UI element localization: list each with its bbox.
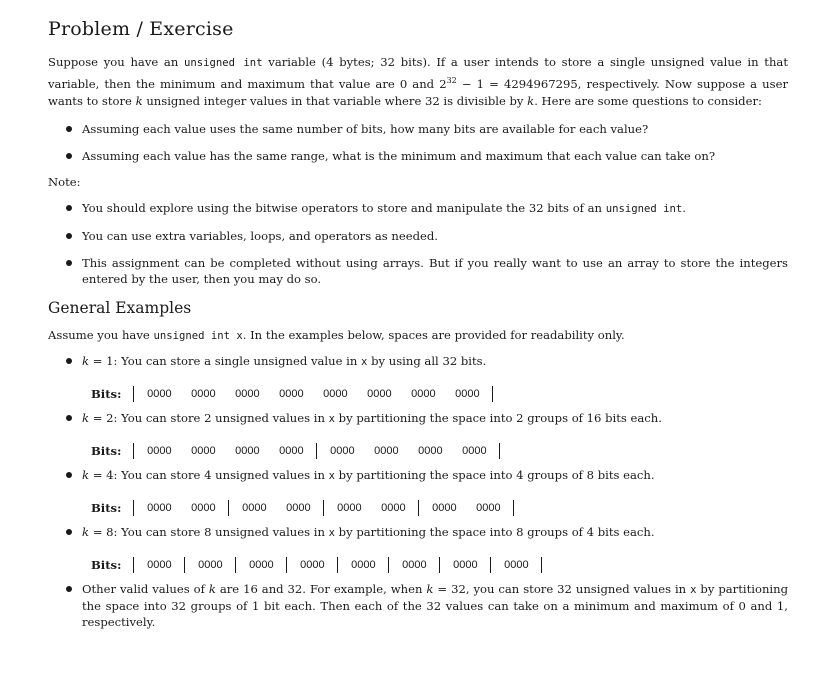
separator [499, 443, 500, 459]
separator [513, 500, 514, 516]
separator [323, 500, 324, 516]
section-title: General Examples [48, 298, 192, 317]
page-title: Problem / Exercise [48, 18, 234, 40]
examples-list [48, 410, 788, 427]
bullet-icon [66, 529, 72, 535]
question-list [48, 121, 788, 164]
bullet-icon [66, 153, 72, 159]
list-item: k = 1: You can store a single unsigned value in x by using all 32 bits. [48, 353, 788, 370]
separator [133, 386, 134, 402]
inline-code: unsigned int x [153, 329, 243, 342]
inline-code: unsigned int [605, 202, 683, 215]
intro-paragraph: Suppose you have an unsigned int variable (4 bytes; 32 bits). If a user intends to store a single unsigned value in that variable, then the minimum and maximum that value are 0 and $2^{32} - 1 = 4294967295$, respectively. Now suppose a user wants to store k unsigned integer values in that variable where 32 is divisible by k. Here are some questions to consider: [48, 55, 788, 108]
bits-row-k1: Bits: 0000 0000 0000 0000 0000 0000 0000 0000 [91, 386, 788, 402]
separator [133, 443, 134, 459]
separator [235, 557, 236, 573]
separator [492, 386, 493, 402]
bullet-icon [66, 415, 72, 421]
list-item: You should explore using the bitwise operators to store and manipulate the 32 bits of an unsigned int. [48, 200, 788, 217]
list-item: k = 2: You can store 2 unsigned values in x by partitioning the space into 2 groups of 16 bits each. [48, 410, 788, 427]
bullet-icon [66, 260, 72, 266]
separator [316, 443, 317, 459]
examples-list [48, 524, 788, 541]
separator [337, 557, 338, 573]
separator [286, 557, 287, 573]
separator [133, 500, 134, 516]
separator [388, 557, 389, 573]
separator [228, 500, 229, 516]
list-item: k = 4: You can store 4 unsigned values in x by partitioning the space into 4 groups of 8 bits each. [48, 467, 788, 484]
bullet-icon [66, 586, 72, 592]
bullet-icon [66, 233, 72, 239]
bullet-icon [66, 126, 72, 132]
examples-list [48, 581, 788, 630]
examples-intro: Assume you have unsigned int x. In the examples below, spaces are provided for readability only. [48, 327, 625, 342]
note-label: Note: [48, 174, 81, 189]
separator [541, 557, 542, 573]
bits-row-k2: Bits: 0000 0000 0000 0000 0000 0000 0000 0000 [91, 443, 788, 459]
separator [490, 557, 491, 573]
examples-list [48, 467, 788, 484]
bullet-icon [66, 358, 72, 364]
bits-row-k4: Bits: 0000 0000 0000 0000 0000 0000 0000 0000 [91, 500, 788, 516]
bullet-icon [66, 472, 72, 478]
note-list [48, 200, 788, 287]
separator [418, 500, 419, 516]
bullet-icon [66, 205, 72, 211]
separator [439, 557, 440, 573]
list-item: Assuming each value uses the same number of bits, how many bits are available for each value? [48, 121, 788, 137]
list-item: Other valid values of k are 16 and 32. For example, when k = 32, you can store 32 unsigned values in x by partitioning the space into 32 groups of 1 bit each. Then each of the 32 values can take on a minimum and maximum of 0 and 1, respectively. [48, 581, 788, 630]
bits-row-k8: Bits: 0000 0000 0000 0000 0000 0000 0000 0000 [91, 557, 788, 573]
inline-code: unsigned int [184, 57, 263, 69]
document [48, 18, 788, 630]
examples-list [48, 353, 788, 370]
list-item: This assignment can be completed without using arrays. But if you really want to use an array to store the integers entered by the user, then you may do so. [48, 255, 788, 287]
separator [184, 557, 185, 573]
list-item: Assuming each value has the same range, what is the minimum and maximum that each value can take on? [48, 148, 788, 164]
list-item: You can use extra variables, loops, and operators as needed. [48, 228, 788, 244]
separator [133, 557, 134, 573]
list-item: k = 8: You can store 8 unsigned values in x by partitioning the space into 8 groups of 4 bits each. [48, 524, 788, 541]
